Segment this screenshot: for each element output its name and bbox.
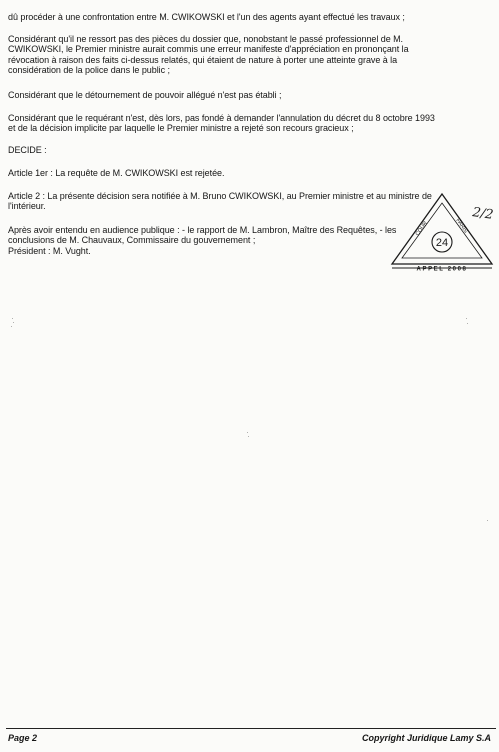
footer-rule <box>6 728 496 729</box>
article-2: Article 2 : La présente décision sera notifiée à M. Bruno CWIKOWSKI, au Premier ministre et au ministre de l'intérieur. <box>8 191 432 212</box>
stamp-handwriting: 2/2 <box>471 205 495 223</box>
footer-page-label: Page 2 <box>8 733 38 743</box>
paragraph-considerant-erreur: Considérant qu'il ne ressort pas des pièces du dossier que, nonobstant le passé professionnel de M. CWIKOWSKI, le Premier ministre aurait commis une erreur manifeste d'appréciation en prononçant la révocation à raison des faits ci-dessus relatés, qui étaient de nature à porter une atteinte grave à la considération de la police dans le public ; <box>8 34 409 76</box>
svg-text:COUR: COUR <box>414 220 429 238</box>
svg-text:PARIS: PARIS <box>454 217 469 235</box>
paragraph-confrontation: dû procéder à une confrontation entre M. CWIKOWSKI et l'un des agents ayant effectué les travaux ; <box>8 12 405 22</box>
appel-stamp <box>388 190 496 272</box>
scan-speck <box>11 326 12 327</box>
audience-paragraph: Après avoir entendu en audience publique : - le rapport de M. Lambron, Maître des Requêtes, - les conclusions de M. Chauvaux, Commissaire du gouvernement ; Président : M. Vught. <box>8 225 397 256</box>
stamp-number: 24 <box>435 237 449 249</box>
decide-heading: DECIDE : <box>8 145 47 155</box>
stamp-bottom-text: APPEL 2008 <box>416 266 468 272</box>
scan-speck <box>487 520 488 521</box>
scan-speck <box>247 432 248 433</box>
scan-speck <box>12 318 13 319</box>
scan-speck <box>466 318 467 319</box>
paragraph-considerant-requerant: Considérant que le requérant n'est, dès lors, pas fondé à demander l'annulation du décret du 8 octobre 1993 et de la décision implicite par laquelle le Premier ministre a rejeté son recours gracieux ; <box>8 113 435 134</box>
footer-copyright: Copyright Juridique Lamy S.A <box>361 733 491 743</box>
paragraph-considerant-detournement: Considérant que le détournement de pouvoir allégué n'est pas établi ; <box>8 90 282 100</box>
scan-speck <box>13 322 14 323</box>
scan-speck <box>467 323 468 324</box>
article-1: Article 1er : La requête de M. CWIKOWSKI est rejetée. <box>8 168 225 178</box>
scan-speck <box>248 436 249 437</box>
